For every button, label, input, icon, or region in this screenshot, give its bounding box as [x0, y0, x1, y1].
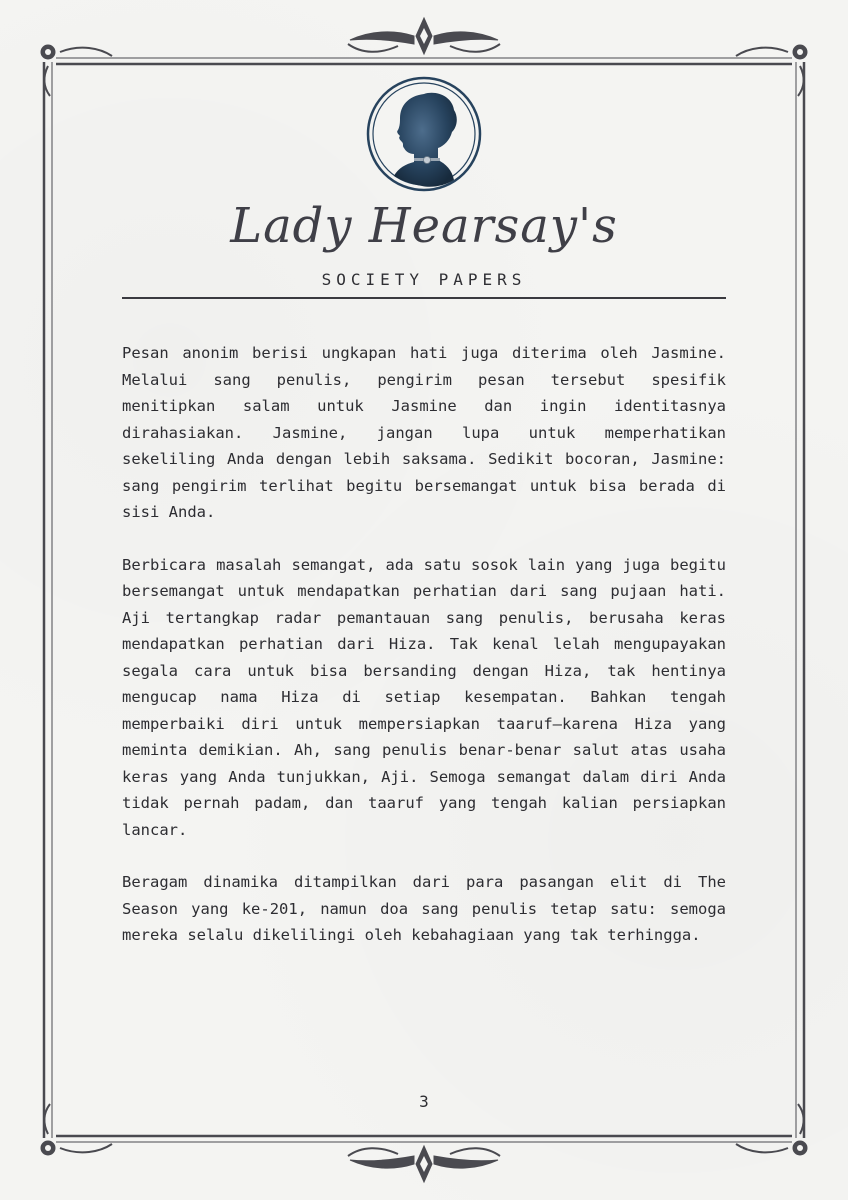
bottom-ornament [348, 1146, 500, 1182]
header-divider [122, 297, 726, 299]
page-subtitle: SOCIETY PAPERS [321, 270, 527, 289]
paragraph: Pesan anonim berisi ungkapan hati juga diterima oleh Jasmine. Melalui sang penulis, pengirim pesan tersebut spesifik menitipkan salam untuk Jasmine dan ingin identitasnya dirahasiakan. Jasmine, jangan lupa untuk memperhatikan sekeliling Anda dengan lebih saksama. Sedikit bocoran, Jasmine: sang pengirim terlihat begitu bersemangat untuk bisa berada di sisi Anda. [122, 344, 726, 521]
article-body [122, 340, 726, 975]
paragraph: Berbicara masalah semangat, ada satu sosok lain yang juga begitu bersemangat untuk mendapatkan perhatian dari sang pujaan hati. Aji tertangkap radar pemantauan sang penulis, berusaha keras mendapatkan perhatian dari Hiza. Tak kenal lelah mengupayakan segala cara untuk bisa bersanding dengan Hiza, tak hentinya mengucap nama Hiza di setiap kesempatan. Bahkan tengah memperbaiki diri untuk mempersiapkan taaruf—karena Hiza yang meminta demikian. Ah, sang penulis benar-benar salut atas usaha keras yang Anda tunjukkan, Aji. Semoga semangat dalam diri Anda tidak pernah padam, dan taaruf yang tengah kalian persiapkan lancar. [122, 555, 726, 839]
page-number: 3 [419, 1092, 429, 1111]
cameo-silhouette-logo [366, 76, 482, 192]
top-ornament [348, 18, 500, 54]
page-title: Lady Hearsay's [230, 198, 618, 254]
paragraph: Beragam dinamika ditampilkan dari para pasangan elit di The Season yang ke-201, namun doa sang penulis tetap satu: semoga mereka selalu dikelilingi oleh kebahagiaan yang tak terhingga. [122, 873, 726, 944]
